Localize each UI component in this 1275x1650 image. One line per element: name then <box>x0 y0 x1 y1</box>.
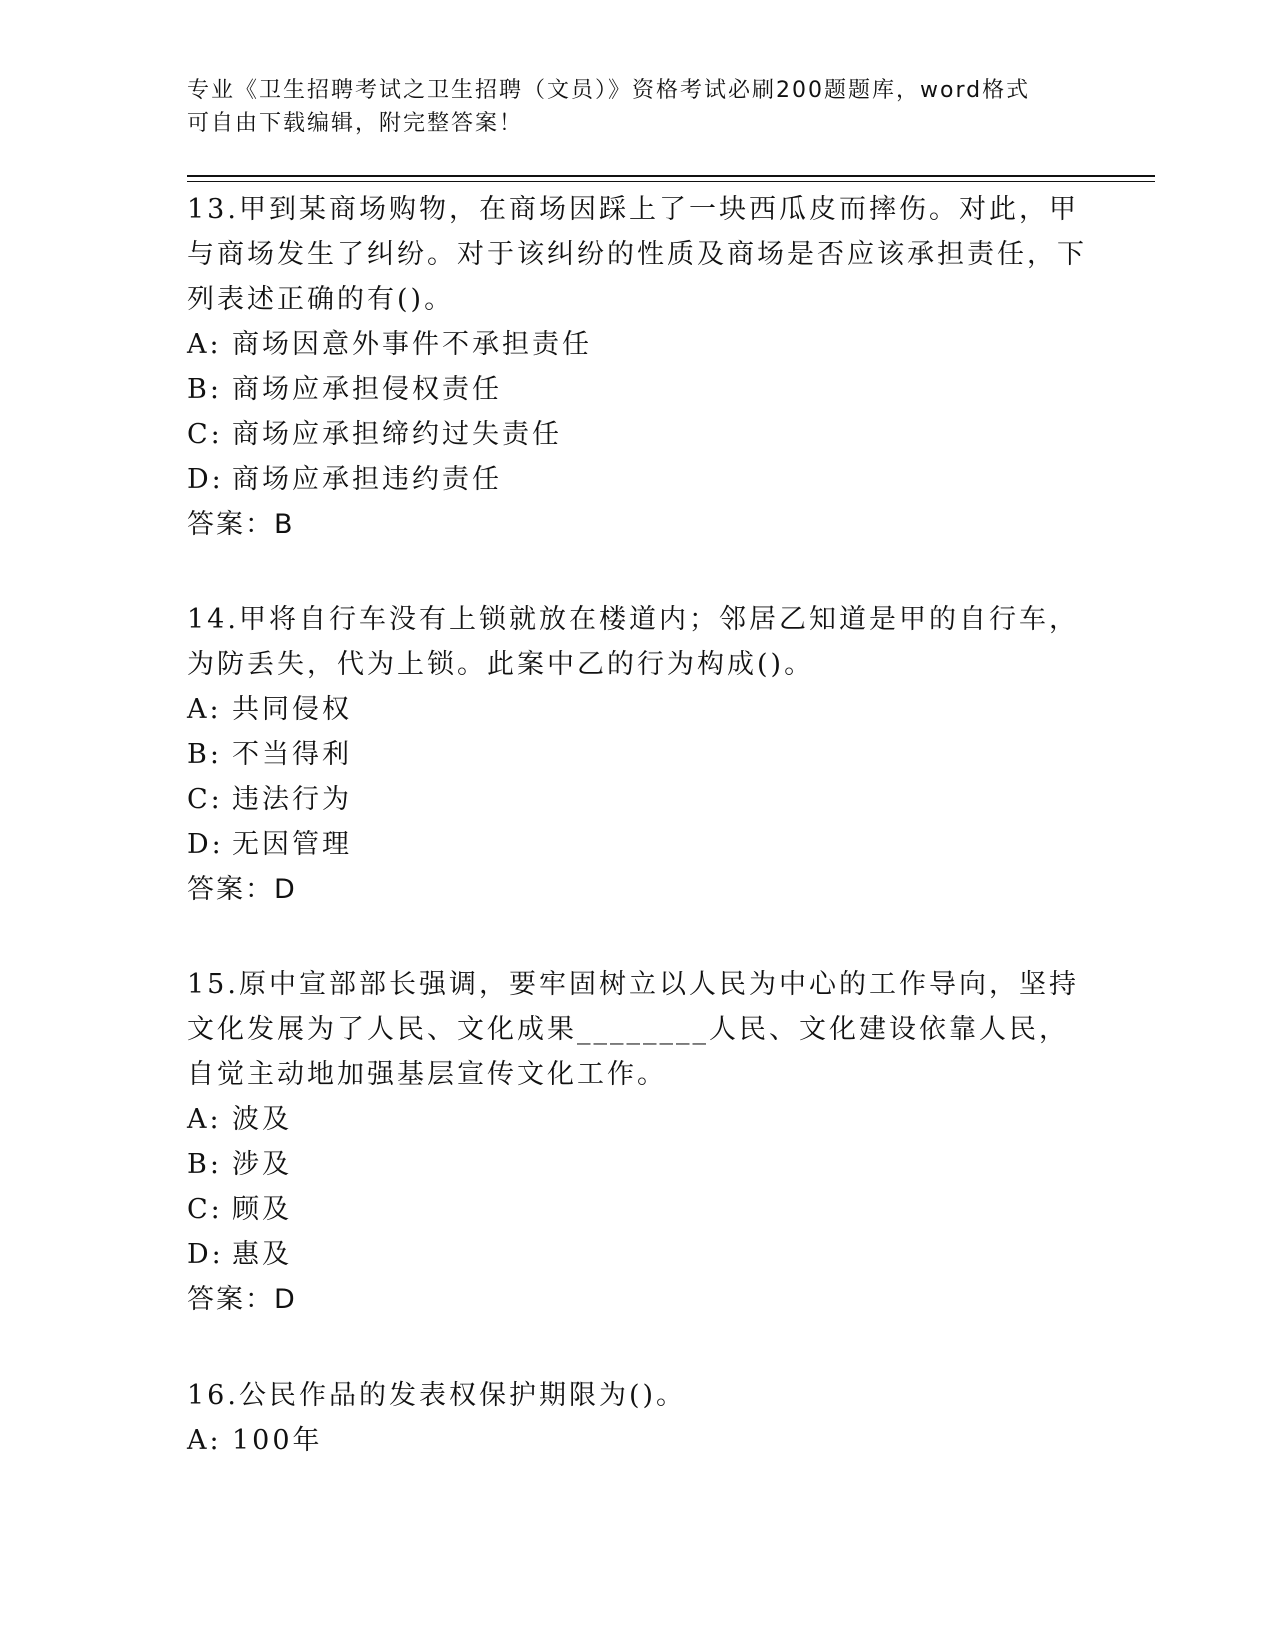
option-a <box>187 1418 1087 1463</box>
question-stem: 13.甲到某商场购物，在商场因踩上了一块西瓜皮而摔伤。对此，甲与商场发生了纠纷。对于该纠纷的性质及商场是否应该承担责任，下列表述正确的有()。 <box>187 194 1087 315</box>
option-text: 不当得利 <box>232 739 352 770</box>
option-letter: A: <box>187 694 222 725</box>
option-b <box>187 367 1087 412</box>
option-letter: C: <box>187 1194 223 1225</box>
option-text: 无因管理 <box>232 829 352 860</box>
question-stem: 16.公民作品的发表权保护期限为()。 <box>187 1380 687 1411</box>
answer: 答案：B <box>187 509 295 540</box>
option-c <box>187 412 1087 457</box>
option-a <box>187 1097 1087 1142</box>
option-d <box>187 457 1087 502</box>
answer: 答案：D <box>187 874 297 905</box>
header-divider-thick <box>187 175 1155 177</box>
option-text: 商场应承担缔约过失责任 <box>232 419 562 450</box>
option-letter: D: <box>187 464 224 495</box>
option-letter: C: <box>187 784 223 815</box>
header-divider-thin <box>187 181 1155 182</box>
option-a <box>187 687 1087 732</box>
option-text: 共同侵权 <box>232 694 352 725</box>
question-stem: 15.原中宣部部长强调，要牢固树立以人民为中心的工作导向，坚持文化发展为了人民、文化成果________人民、文化建设依靠人民，自觉主动地加强基层宣传文化工作。 <box>187 969 1079 1090</box>
option-b <box>187 732 1087 777</box>
question-13 <box>187 187 1087 547</box>
option-text: 违法行为 <box>232 784 352 815</box>
option-letter: D: <box>187 829 224 860</box>
question-16 <box>187 1373 1087 1463</box>
option-text: 100年 <box>232 1425 323 1456</box>
option-b <box>187 1142 1087 1187</box>
option-text: 顾及 <box>232 1194 292 1225</box>
option-text: 涉及 <box>232 1149 292 1180</box>
option-c <box>187 1187 1087 1232</box>
option-text: 商场应承担违约责任 <box>232 464 502 495</box>
option-letter: C: <box>187 419 223 450</box>
option-letter: A: <box>187 329 222 360</box>
option-letter: D: <box>187 1239 224 1270</box>
option-letter: B: <box>187 739 222 770</box>
document-header <box>187 74 1067 140</box>
option-d <box>187 822 1087 867</box>
option-text: 波及 <box>232 1104 292 1135</box>
option-d <box>187 1232 1087 1277</box>
header-line-1: 专业《卫生招聘考试之卫生招聘（文员）》资格考试必刷200题题库，word格式 <box>187 78 1031 103</box>
option-c <box>187 777 1087 822</box>
option-a <box>187 322 1087 367</box>
header-line-2: 可自由下载编辑，附完整答案！ <box>187 111 524 136</box>
question-14 <box>187 597 1087 912</box>
question-15 <box>187 962 1087 1322</box>
option-text: 商场应承担侵权责任 <box>232 374 502 405</box>
option-text: 惠及 <box>232 1239 292 1270</box>
option-text: 商场因意外事件不承担责任 <box>232 329 592 360</box>
option-letter: A: <box>187 1425 222 1456</box>
answer: 答案：D <box>187 1284 297 1315</box>
option-letter: A: <box>187 1104 222 1135</box>
option-letter: B: <box>187 1149 222 1180</box>
option-letter: B: <box>187 374 222 405</box>
question-stem: 14.甲将自行车没有上锁就放在楼道内；邻居乙知道是甲的自行车，为防丢失，代为上锁。此案中乙的行为构成()。 <box>187 604 1079 680</box>
